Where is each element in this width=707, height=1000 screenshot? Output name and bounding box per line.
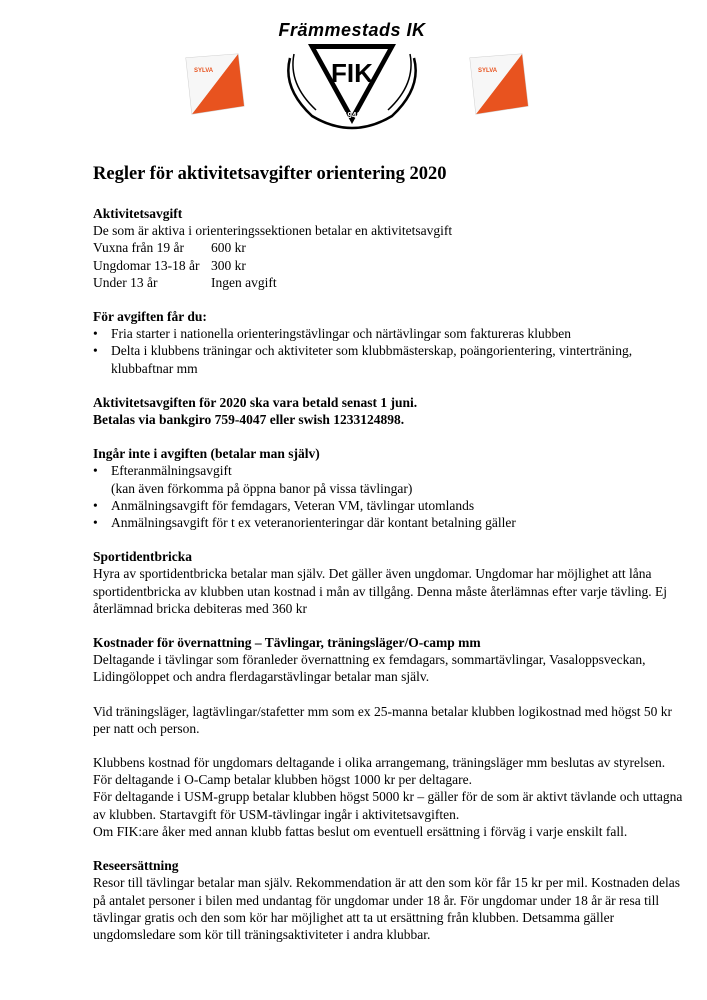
overnight-youth-block: Klubbens kostnad för ungdomars deltagande i olika arrangemang, träningsläger mm beslutas av styrelsen. För deltagande i O-Camp betalar klubben högst 1000 kr per deltagare. För deltagande i USM-grupp betalar klubben högst 5000 kr – gäller för de som är aktivt tävlande och uttagna av klubben. Startavgift för USM-tävlingar ingår i aktivitetsavgiften. Om FIK:are åker med annan klubb fattas beslut om eventuell ersättning i förväg i varje enskilt fall. [93,755,683,839]
list-item-note: (kan även förkomma på öppna banor på vissa tävlingar) [111,480,413,496]
list-item: • Efteranmälningsavgift (kan även förkomma på öppna banor på vissa tävlingar) [93,462,683,496]
list-item: • Anmälningsavgift för femdagars, Veteran VM, tävlingar utomlands [93,497,683,514]
travel-text: Resor till tävlingar betalar man själv. Rekommendation är att den som kör får 15 kr per mil. Kostnaden delas på antalet personer i bilen med undantag för ungdomar under 18 år. För ungdomar under 18 år är resa till tävlingar gratis och den som kör har möjlighet att ta ut ersättning från klubben. Detsamma gäller ungdomsledare som kör till träningsaktiviteter i andra klubbar. [93,875,680,942]
excluded-list [93,462,683,531]
sportident-section [93,548,683,617]
document-body [93,162,683,943]
sportident-heading: Sportidentbricka [93,549,193,565]
club-logo [272,20,432,130]
monogram: FIK [331,58,373,88]
sportident-text: Hyra av sportidentbricka betalar man själv. Det gäller även ungdomar. Ungdomar har möjlighet att låna sportidentbricka av klubben utan kostnad i mån av tillgång. Denna måste återlämnas efter varje tävling. Ej återlämnad bricka debiteras med 360 kr [93,566,667,616]
fee-row: Under 13 år Ingen avgift [93,274,277,290]
includes-list [93,325,683,377]
flag-brand-text: SYLVA [478,68,498,74]
payment-method: Betalas via bankgiro 759-4047 eller swish 1233124898. [93,412,405,428]
fee-row: Vuxna från 19 år 600 kr [93,240,246,256]
founding-year: 1941 [343,111,361,120]
club-emblem [272,38,432,130]
travel-section [93,857,683,943]
includes-heading: För avgiften får du: [93,309,207,325]
travel-heading: Reseersättning [93,858,179,874]
payment-deadline: Aktivitetsavgiften för 2020 ska vara betald senast 1 juni. [93,394,418,410]
fee-row: Ungdomar 13-18 år 300 kr [93,257,246,273]
document-title: Regler för aktivitetsavgifter orientering 2020 [93,164,447,184]
fee-intro: De som är aktiva i orienteringssektionen betalar en aktivitetsavgift [93,223,453,239]
payment-section [93,394,683,428]
list-item: • Fria starter i nationella orienteringstävlingar och närtävlingar som faktureras klubben [93,325,683,342]
excluded-section [93,445,683,531]
excluded-heading: Ingår inte i avgiften (betalar man själv) [93,446,320,462]
list-item: • Anmälningsavgift för t ex veteranorienteringar där kontant betalning gäller [93,514,683,531]
overnight-paragraph: Deltagande i tävlingar som föranleder övernattning ex femdagars, sommartävlingar, Vasaloppsveckan, Lidingöloppet och andra flerdagarstävlingar betalar man själv. [93,652,646,685]
club-name: Främmestads IK [278,20,426,40]
overnight-section [93,634,683,840]
fee-section [93,205,683,291]
includes-section [93,308,683,377]
overnight-paragraph: Vid träningsläger, lagtävlingar/stafetter mm som ex 25-manna betalar klubben logikostnad med högst 50 kr per natt och person. [93,703,673,736]
flag-brand-text: SYLVA [194,68,214,74]
overnight-heading: Kostnader för övernattning – Tävlingar, träningsläger/O-camp mm [93,635,481,651]
fee-heading: Aktivitetsavgift [93,206,183,221]
orienteering-flag-right [462,48,536,122]
list-item: • Delta i klubbens träningar och aktiviteter som klubbmästerskap, poängorientering, vinterträning, klubbaftnar mm [93,342,683,376]
orienteering-flag-left [178,48,252,122]
letterhead [0,0,707,140]
